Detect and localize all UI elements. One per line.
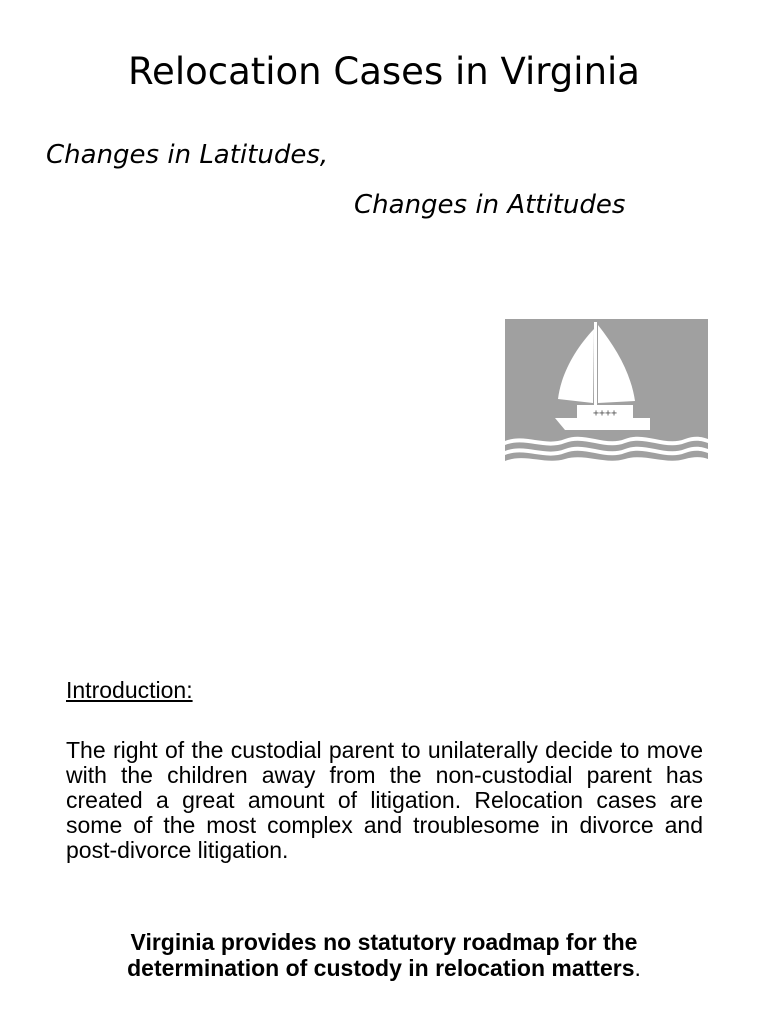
svg-text:++++: ++++ [592, 408, 618, 419]
closing-period: . [634, 955, 641, 981]
introduction-body: The right of the custodial parent to unilaterally decide to move with the children away from the non-custodial parent has created a great amount of litigation. Relocation cases are some of the most complex and troublesome in divorce and post-divorce litigation. [66, 737, 703, 863]
closing-text: Virginia provides no statutory roadmap for the determination of custody in relocation matters [127, 929, 638, 981]
page-title: Relocation Cases in Virginia [128, 50, 640, 93]
subtitle-latitudes: Changes in Latitudes, [46, 140, 329, 170]
sailboat-icon [505, 319, 708, 465]
closing-statement [80, 929, 688, 981]
introduction-heading: Introduction: [66, 677, 193, 703]
subtitle-attitudes: Changes in Attitudes [354, 190, 626, 220]
